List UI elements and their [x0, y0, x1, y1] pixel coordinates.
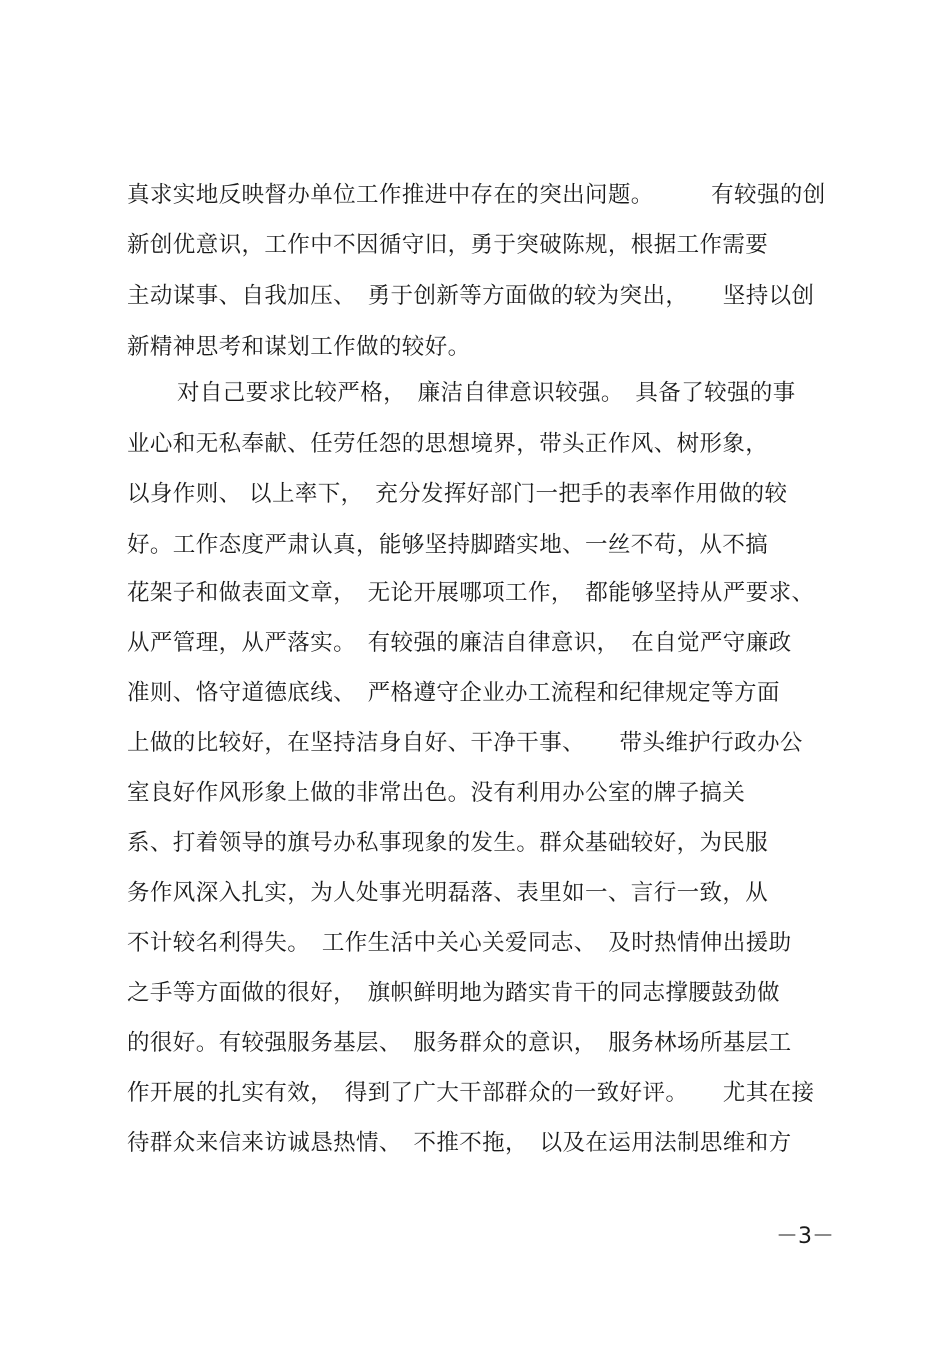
text-line: 新创优意识，工作中不因循守旧，勇于突破陈规，根据工作需要 — [127, 232, 769, 258]
text-line: 务作风深入扎实，为人处事光明磊落、表里如一、言行一致，从 — [127, 880, 769, 906]
text-line: 系、打着领导的旗号办私事现象的发生。群众基础较好，为民服 — [127, 830, 769, 856]
text-line: 不计较名利得失。 工作生活中关心关爱同志、 及时热情伸出援助 — [127, 930, 792, 956]
text-line: 室良好作风形象上做的非常出色。没有利用办公室的牌子搞关 — [127, 780, 746, 806]
text-line: 主动谋事、自我加压、 勇于创新等方面做的较为突出， 坚持以创 — [127, 283, 815, 309]
paragraph-first-line: 对自己要求比较严格， 廉洁自律意识较强。 具备了较强的事 — [177, 380, 796, 406]
text-line: 好。工作态度严肃认真，能够坚持脚踏实地、一丝不苟，从不搞 — [127, 532, 769, 558]
page-number: －3－ — [776, 1224, 834, 1249]
text-line: 花架子和做表面文章， 无论开展哪项工作， 都能够坚持从严要求、 — [127, 580, 815, 606]
text-line: 业心和无私奉献、任劳任怨的思想境界，带头正作风、树形象， — [127, 431, 769, 457]
text-line: 待群众来信来访诚恳热情、 不推不拖， 以及在运用法制思维和方 — [127, 1130, 792, 1156]
text-line: 准则、恪守道德底线、 严格遵守企业办工流程和纪律规定等方面 — [127, 680, 780, 706]
text-line: 上做的比较好，在坚持洁身自好、干净干事、 带头维护行政办公 — [127, 730, 803, 756]
text-line: 真求实地反映督办单位工作推进中存在的突出问题。 有较强的创 — [127, 182, 826, 208]
text-line: 之手等方面做的很好， 旗帜鲜明地为踏实肯干的同志撑腰鼓劲做 — [127, 980, 780, 1006]
text-line: 新精神思考和谋划工作做的较好。 — [127, 334, 471, 360]
text-line: 从严管理，从严落实。 有较强的廉洁自律意识， 在自觉严守廉政 — [127, 630, 792, 656]
text-line: 的很好。有较强服务基层、 服务群众的意识， 服务林场所基层工 — [127, 1030, 792, 1056]
text-line: 以身作则、 以上率下， 充分发挥好部门一把手的表率作用做的较 — [127, 481, 788, 507]
text-line: 作开展的扎实有效， 得到了广大干部群众的一致好评。 尤其在接 — [127, 1080, 815, 1106]
